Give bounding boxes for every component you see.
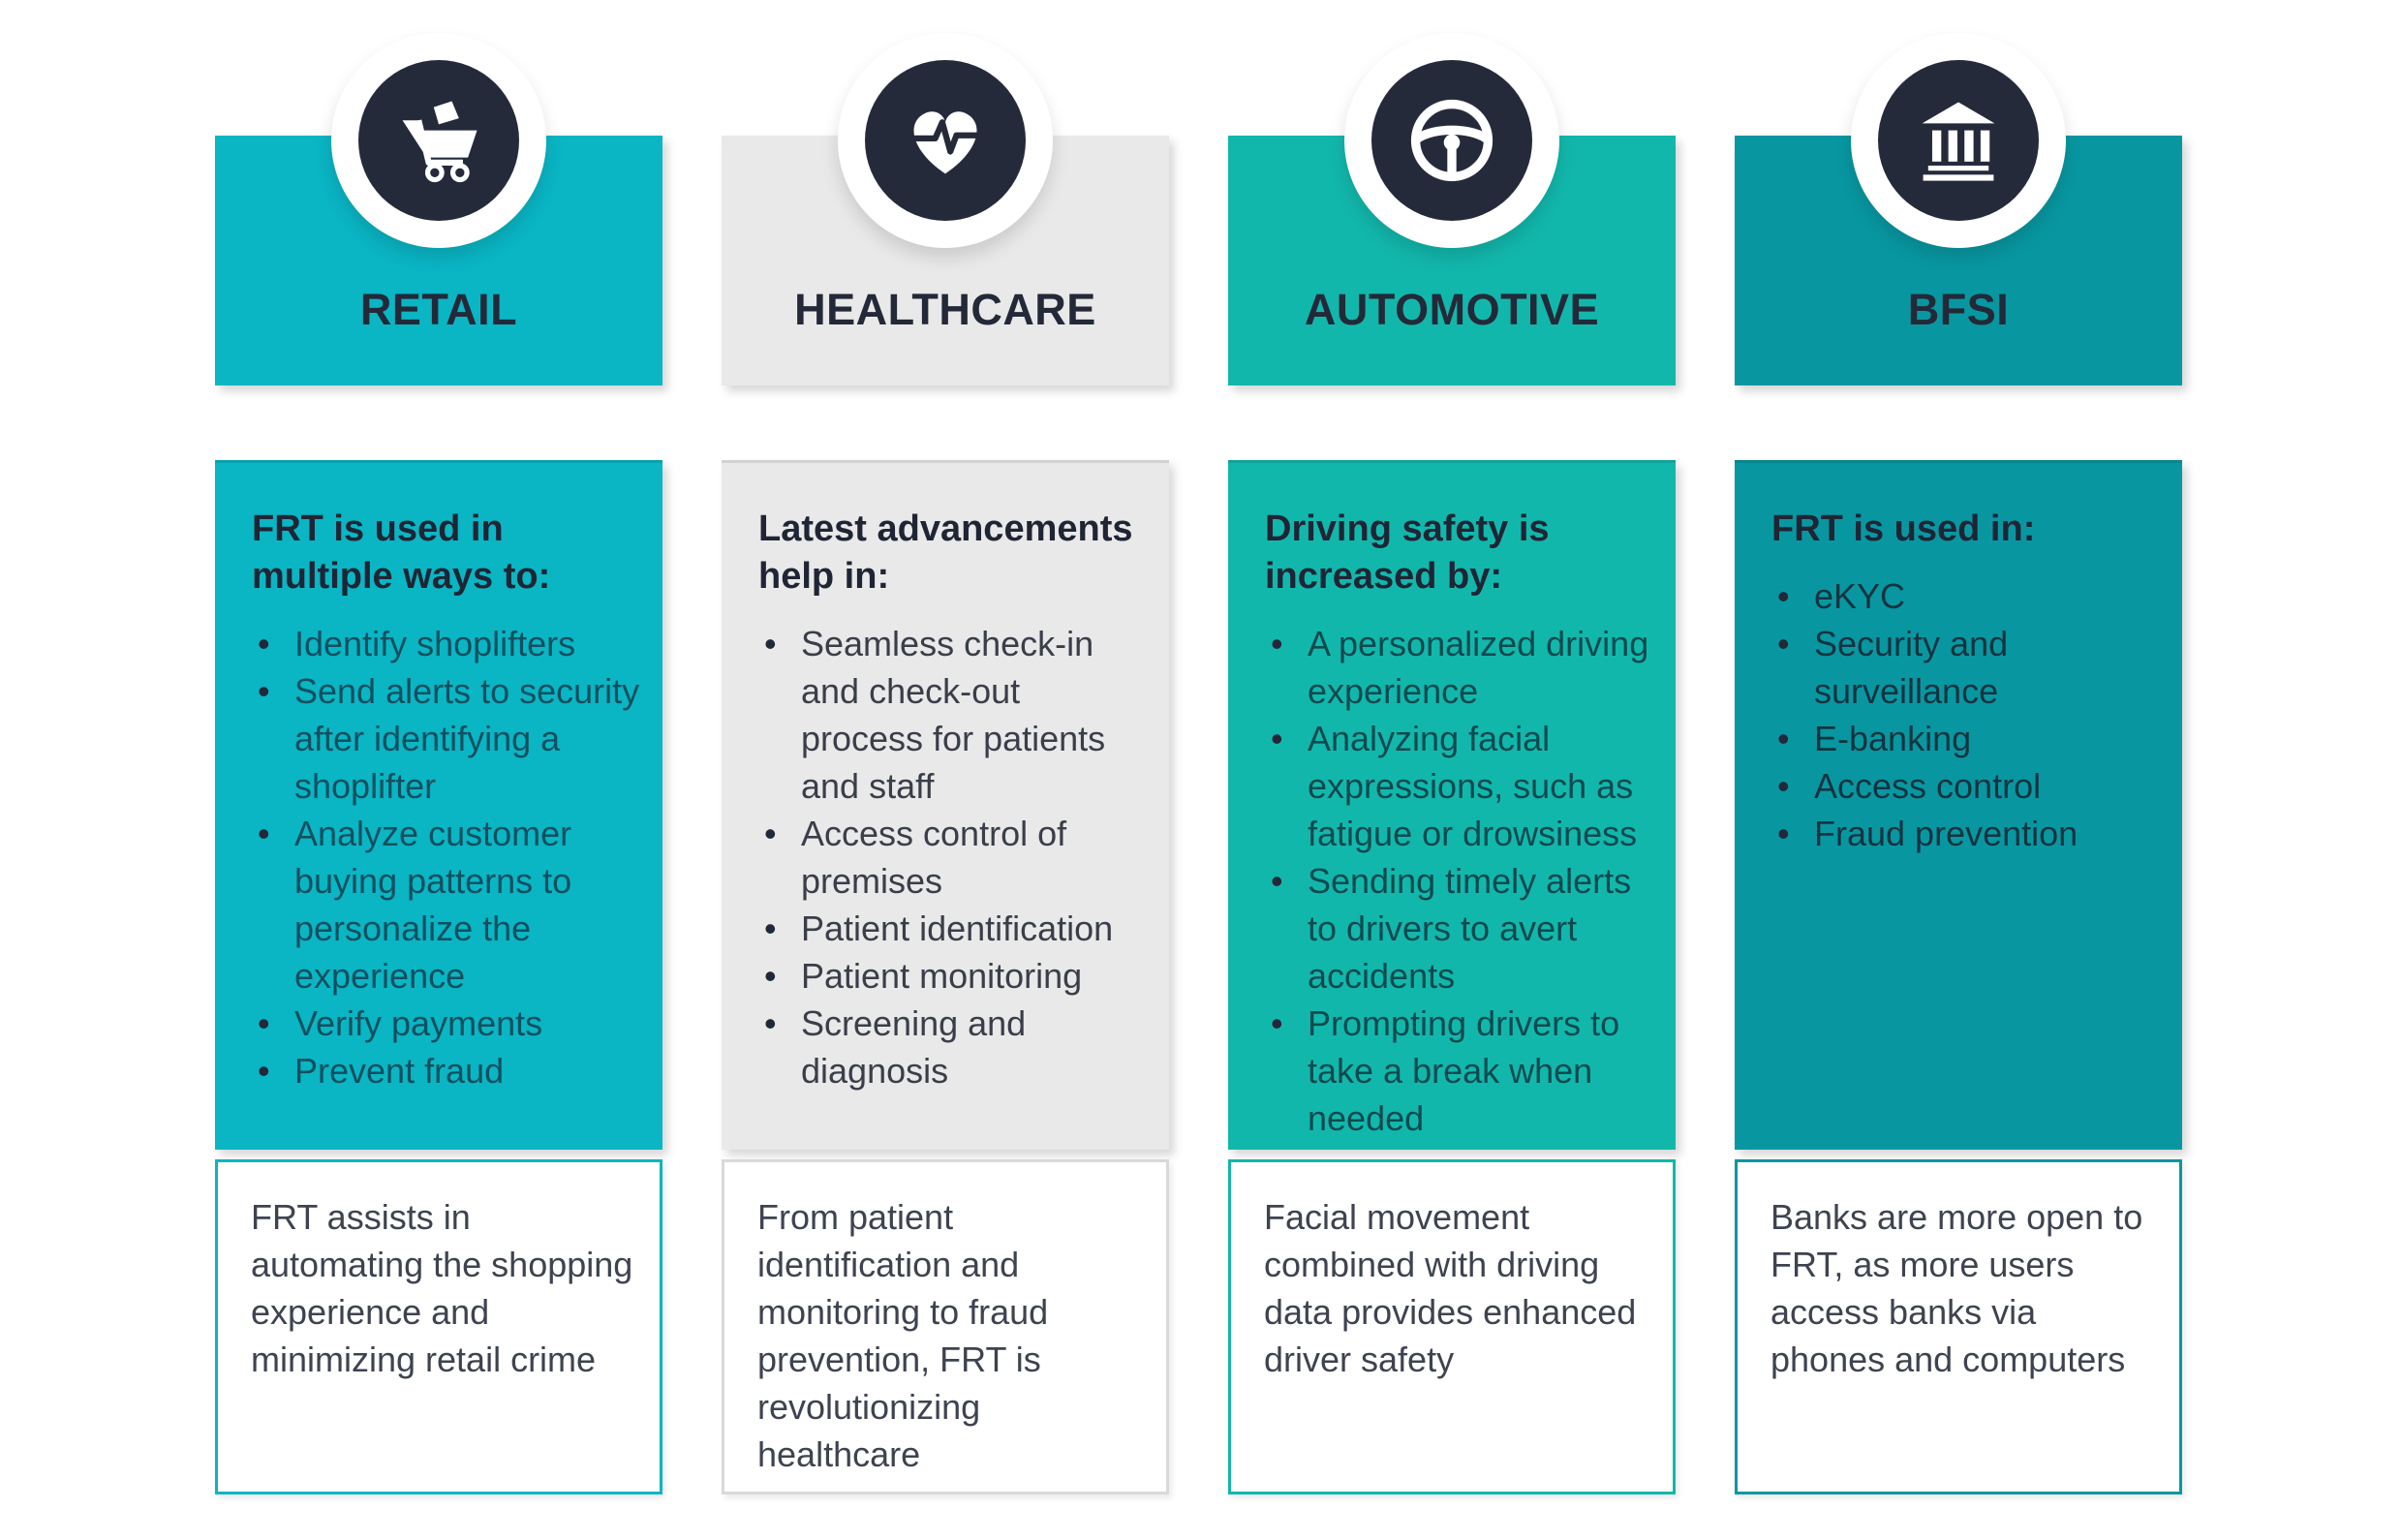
- healthcare-footer-box: [722, 1159, 1169, 1494]
- retail-bullet-card: [215, 460, 662, 1150]
- list-item: • Patient identification: [758, 905, 1148, 952]
- list-item: • Access control: [1771, 762, 2161, 810]
- bfsi-card-heading: FRT is used in:: [1771, 508, 2036, 549]
- list-item: • Prompting drivers to take a break when needed: [1265, 1000, 1654, 1142]
- list-item: • A personalized driving experience: [1265, 620, 1654, 715]
- bfsi-bullet-card: [1735, 460, 2182, 1150]
- shopping-cart-icon: [358, 60, 519, 221]
- healthcare-bullet-list: [758, 620, 1148, 1094]
- automotive-footer-text: Facial movement combined with driving data provides enhanced driver safety: [1264, 1197, 1637, 1379]
- healthcare-bullet-card: [722, 460, 1169, 1150]
- column-healthcare: [722, 0, 1169, 1540]
- automotive-bullet-list: [1265, 620, 1654, 1142]
- automotive-icon-circle: [1344, 33, 1559, 248]
- list-item: • Security and surveillance: [1771, 620, 2161, 715]
- bfsi-footer-box: [1735, 1159, 2182, 1494]
- steering-wheel-icon: [1371, 60, 1532, 221]
- heart-pulse-icon: [865, 60, 1026, 221]
- list-item: • Patient monitoring: [758, 952, 1148, 1000]
- automotive-footer-box: [1228, 1159, 1676, 1494]
- list-item: • Screening and diagnosis: [758, 1000, 1148, 1094]
- healthcare-footer-text: From patient identification and monitoring to fraud prevention, FRT is revolutionizing healthcare: [757, 1197, 1049, 1474]
- automotive-title: AUTOMOTIVE: [1304, 285, 1600, 334]
- automotive-bullet-card: [1228, 460, 1676, 1150]
- retail-title: RETAIL: [359, 285, 518, 334]
- list-item: • eKYC: [1771, 572, 2161, 620]
- list-item: • Identify shoplifters: [252, 620, 641, 667]
- bfsi-title: BFSI: [1907, 285, 2010, 334]
- bfsi-footer-text: Banks are more open to FRT, as more users access banks via phones and computers: [1771, 1197, 2143, 1379]
- bfsi-bullet-list: [1771, 572, 2161, 857]
- retail-footer-text: FRT assists in automating the shopping experience and minimizing retail crime: [251, 1197, 633, 1379]
- list-item: • Send alerts to security after identifying a shoplifter: [252, 667, 641, 810]
- list-item: • Seamless check-in and check-out process for patients and staff: [758, 620, 1148, 810]
- automotive-card-heading: Driving safety is increased by:: [1265, 508, 1550, 597]
- list-item: • Fraud prevention: [1771, 810, 2161, 857]
- column-retail: [215, 0, 662, 1540]
- retail-bullet-list: [252, 620, 641, 1094]
- list-item: • E-banking: [1771, 715, 2161, 762]
- retail-footer-box: [215, 1159, 662, 1494]
- healthcare-title: HEALTHCARE: [794, 285, 1096, 334]
- retail-card-heading: FRT is used in multiple ways to:: [252, 508, 551, 597]
- list-item: • Sending timely alerts to drivers to avert accidents: [1265, 857, 1654, 1000]
- column-automotive: [1228, 0, 1676, 1540]
- list-item: • Verify payments: [252, 1000, 641, 1047]
- healthcare-card-heading: Latest advancements help in:: [758, 508, 1133, 597]
- bank-icon: [1878, 60, 2039, 221]
- list-item: • Analyze customer buying patterns to personalize the experience: [252, 810, 641, 1000]
- bfsi-icon-circle: [1851, 33, 2066, 248]
- retail-icon-circle: [331, 33, 546, 248]
- healthcare-icon-circle: [838, 33, 1053, 248]
- list-item: • Access control of premises: [758, 810, 1148, 905]
- list-item: • Analyzing facial expressions, such as fatigue or drowsiness: [1265, 715, 1654, 857]
- column-bfsi: [1735, 0, 2182, 1540]
- list-item: • Prevent fraud: [252, 1047, 641, 1094]
